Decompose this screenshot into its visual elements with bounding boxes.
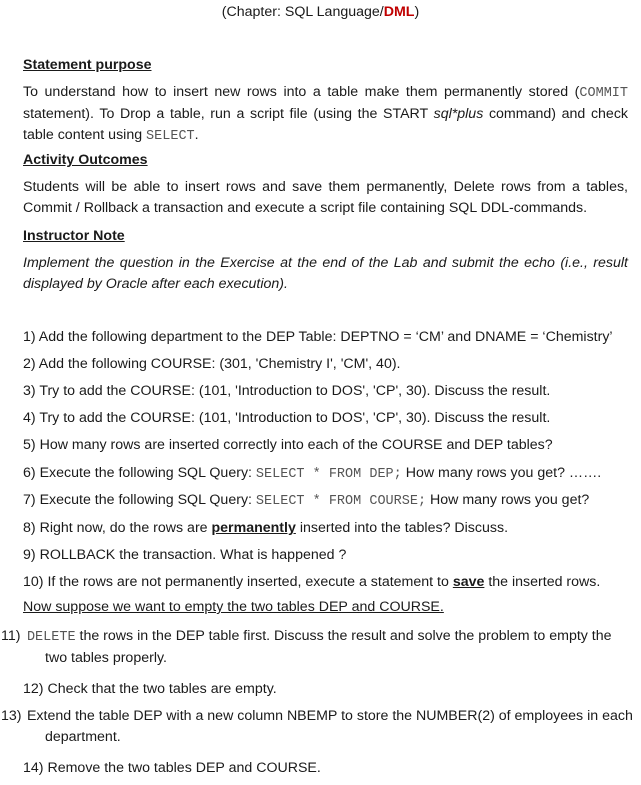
list-item: 9) ROLLBACK the transaction. What is happened ? — [23, 547, 347, 563]
heading-statement-purpose: Statement purpose — [23, 57, 152, 73]
heading-instructor-note: Instructor Note — [23, 228, 125, 244]
list-item: 14) Remove the two tables DEP and COURSE. — [23, 760, 321, 776]
note-paragraph: Implement the question in the Exercise at the end of the Lab and submit the echo (i.e., result displayed by Oracle after each execution). — [23, 255, 628, 292]
chapter-title: (Chapter: SQL Language/DML) — [221, 4, 420, 20]
list-item: 8) Right now, do the rows are permanently inserted into the tables? Discuss. — [23, 520, 509, 536]
list-item: 12) Check that the two tables are empty. — [23, 681, 277, 697]
list-item: 7) Execute the following SQL Query: SELECT * FROM COURSE; How many rows you get? — [23, 492, 590, 509]
dml-highlight: DML — [383, 4, 415, 20]
list-item: 5) How many rows are inserted correctly into each of the COURSE and DEP tables? — [23, 437, 553, 453]
list-item: 2) Add the following COURSE: (301, 'Chemistry I', 'CM', 40). — [23, 356, 401, 372]
list-item: 10) If the rows are not permanently inserted, execute a statement to save the inserted rows. — [23, 574, 601, 590]
list-item: 13) Extend the table DEP with a new column NBEMP to store the NUMBER(2) of employees in each department. — [1, 708, 633, 745]
list-item: 3) Try to add the COURSE: (101, 'Introduction to DOS', 'CP', 30). Discuss the result. — [23, 383, 551, 399]
list-item: 1) Add the following department to the DEP Table: DEPTNO = ‘CM’ and DNAME = ‘Chemistry’ — [23, 329, 613, 345]
heading-activity-outcomes: Activity Outcomes — [23, 152, 148, 168]
list-item: 11) DELETE the rows in the DEP table first. Discuss the result and solve the problem to empty the two tables properly. — [1, 628, 612, 666]
purpose-paragraph: To understand how to insert new rows into a table make them permanently stored (COMMIT statement). To Drop a table, run a script file (using the START sql*plus command) and check table content using SELECT. — [23, 84, 629, 144]
outcomes-paragraph: Students will be able to insert rows and save them permanently, Delete rows from a tables, Commit / Rollback a transaction and execute a script file containing SQL DDL-commands. — [23, 179, 628, 216]
subheading-empty-tables: Now suppose we want to empty the two tables DEP and COURSE. — [23, 599, 444, 615]
list-item: 4) Try to add the COURSE: (101, 'Introduction to DOS', 'CP', 30). Discuss the result. — [23, 410, 551, 426]
list-item: 6) Execute the following SQL Query: SELECT * FROM DEP; How many rows you get? ……. — [23, 465, 602, 482]
